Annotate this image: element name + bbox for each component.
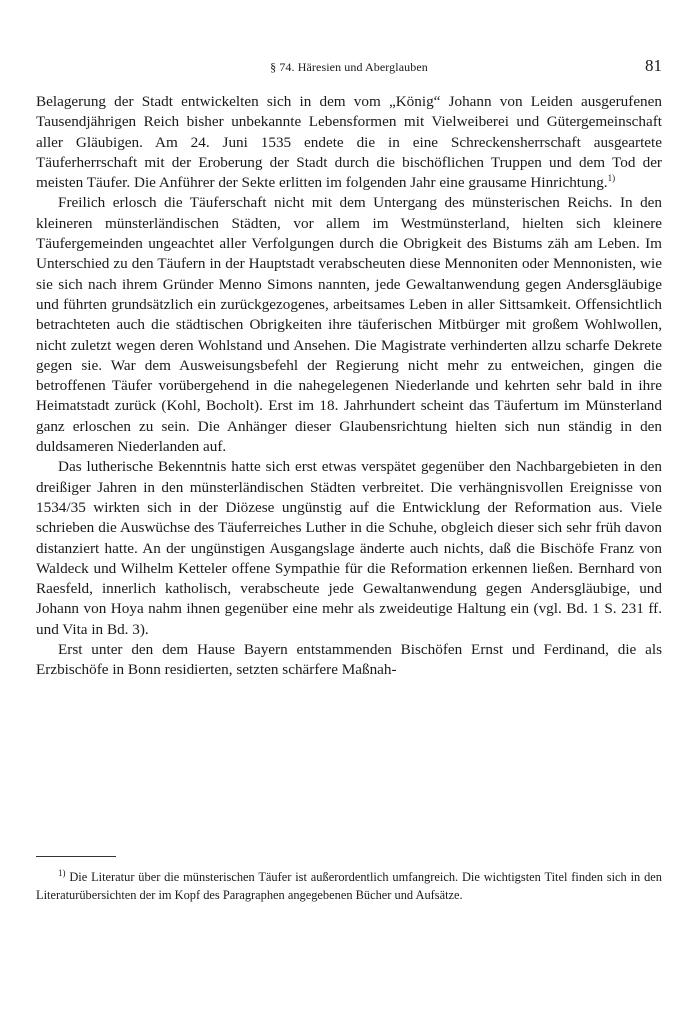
footnotes xyxy=(36,868,662,905)
section-title: § 74. Häresien und Aberglauben xyxy=(270,60,428,74)
running-header xyxy=(36,56,662,80)
paragraph: Freilich erlosch die Täuferschaft nicht mit dem Untergang des münsterischen Reichs. In den kleineren münsterländischen Städten, vor allem im Westmünsterland, hielten sich kleinere Täufergemeinden ungeachtet aller Verfolgungen durch die Obrigkeit des Bistums zäh am Leben. Im Unterschied zu den Täufern in der Hauptstadt verabscheuten diese Mennoniten oder Mennonisten, wie sie sich nach ihrem Gründer Menno Simons nannten, jede Gewaltanwendung gegen Andersgläubige und führten grundsätzlich ein zurückgezogenes, arbeitsames Leben in aller Sittsamkeit. Offensichtlich betrachteten auch die städtischen Obrigkeiten ihre täuferischen Mitbürger mit großem Wohlwollen, nicht zuletzt wegen deren Wohlstand und Ansehen. Die Magistrate verhinderten allzu scharfe Dekrete gegen sie. War dem Ausweisungsbefehl der Regierung nicht mehr zu entweichen, gingen die betroffenen Täufer vorübergehend in die nahegelegenen Niederlande und kehrten sehr bald in ihre Heimatstadt zurück (Kohl, Bocholt). Erst im 18. Jahrhundert scheint das Täufertum im Münsterland ganz erloschen zu sein. Die Anhänger dieser Glaubensrichtung hielten sich nun ständig in den duldsameren Niederlanden auf. xyxy=(36,194,662,456)
footnote-reference: 1) xyxy=(607,173,616,184)
paragraph xyxy=(36,92,662,193)
paragraph-text: Belagerung der Stadt entwickelten sich in dem vom „König“ Johann von Leiden ausgerufenen Tausendjährigen Reich bisher unbekannte Lebensformen mit Vielweiberei und Gütergemeinschaft aller Gläubigen. Am 24. Juni 1535 endete die in eine Schreckensherrschaft ausgeartete Täuferherrschaft mit der Eroberung der Stadt durch die bischöflichen Truppen und dem Tod der meisten Täufer. Die Anführer der Sekte erlitten im folgenden Jahr eine grausame Hinrichtung. xyxy=(36,93,662,192)
paragraph: Erst unter den dem Hause Bayern entstammenden Bischöfen Ernst und Ferdinand, die als Erzbischöfe in Bonn residierten, setzten schärfere Maßnah- xyxy=(36,641,662,679)
page-number: 81 xyxy=(645,56,662,75)
footnote-mark: 1) xyxy=(58,867,66,878)
footnote-text: Die Literatur über die münsterischen Täufer ist außerordentlich umfangreich. Die wichtigsten Titel finden sich in den Literaturübersichten der im Kopf des Paragraphen angegebenen Bücher und Aufsätze. xyxy=(36,870,662,903)
footnote-divider xyxy=(36,856,116,857)
footnote xyxy=(36,868,662,905)
main-text xyxy=(36,92,662,681)
paragraph: Das lutherische Bekenntnis hatte sich erst etwas verspätet gegenüber den Nachbargebieten in den dreißiger Jahren in den münsterländischen Städten verbreitet. Die verhängnisvollen Ereignisse von 1534/35 wirkten sich in der Diözese ungünstig auf die Entwicklung der Reformation aus. Viele schrieben die Auswüchse des Täuferreiches Luther in die Schuhe, obgleich dieser sich sehr früh davon distanziert hatte. An der ungünstigen Ausgangslage änderte auch nichts, daß die Bischöfe Franz von Waldeck und Wilhelm Ketteler offene Sympathie für die Reformation erkennen ließen. Bernhard von Raesfeld, innerlich katholisch, verabscheute jede Gewaltanwendung gegen Andersgläubige, und Johann von Hoya nahm ihnen gegenüber eine mehr als zweideutige Haltung ein (vgl. Bd. 1 S. 231 ff. und Vita in Bd. 3). xyxy=(36,458,662,638)
